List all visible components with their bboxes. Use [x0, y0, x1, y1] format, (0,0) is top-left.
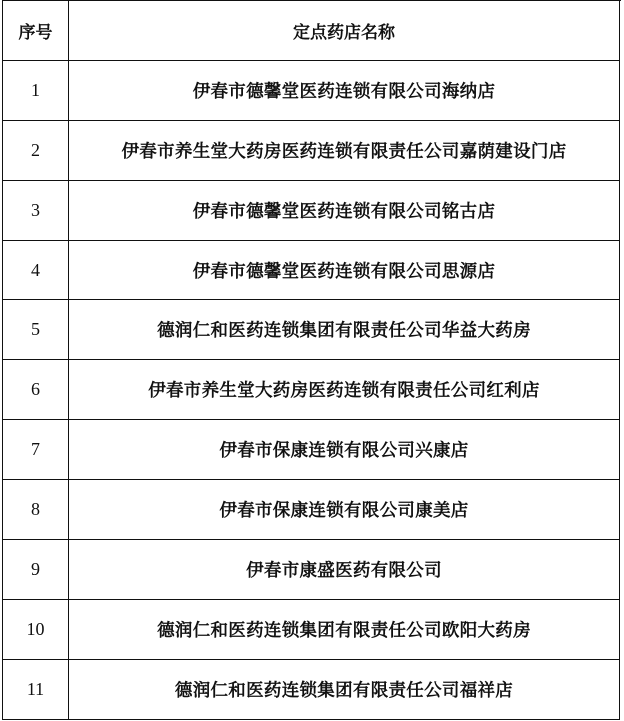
row-number: 4 — [3, 241, 69, 301]
row-number: 6 — [3, 360, 69, 420]
pharmacy-name: 德润仁和医药连锁集团有限责任公司华益大药房 — [69, 300, 620, 360]
row-number: 8 — [3, 480, 69, 540]
header-num: 序号 — [3, 1, 69, 61]
pharmacy-name: 德润仁和医药连锁集团有限责任公司福祥店 — [69, 660, 620, 720]
pharmacy-name: 伊春市保康连锁有限公司康美店 — [69, 480, 620, 540]
header-name: 定点药店名称 — [69, 1, 620, 61]
row-number: 3 — [3, 181, 69, 241]
pharmacy-name: 伊春市德馨堂医药连锁有限公司海纳店 — [69, 61, 620, 121]
row-number: 7 — [3, 420, 69, 480]
pharmacy-name: 伊春市养生堂大药房医药连锁有限责任公司红利店 — [69, 360, 620, 420]
pharmacy-name: 伊春市康盛医药有限公司 — [69, 540, 620, 600]
pharmacy-name: 伊春市保康连锁有限公司兴康店 — [69, 420, 620, 480]
pharmacy-name: 伊春市德馨堂医药连锁有限公司铭古店 — [69, 181, 620, 241]
pharmacy-name: 德润仁和医药连锁集团有限责任公司欧阳大药房 — [69, 600, 620, 660]
row-number: 9 — [3, 540, 69, 600]
row-number: 11 — [3, 660, 69, 720]
row-number: 1 — [3, 61, 69, 121]
pharmacy-name: 伊春市德馨堂医药连锁有限公司思源店 — [69, 241, 620, 301]
row-number: 5 — [3, 300, 69, 360]
row-number: 10 — [3, 600, 69, 660]
pharmacy-name: 伊春市养生堂大药房医药连锁有限责任公司嘉荫建设门店 — [69, 121, 620, 181]
row-number: 2 — [3, 121, 69, 181]
pharmacy-table — [2, 0, 621, 720]
